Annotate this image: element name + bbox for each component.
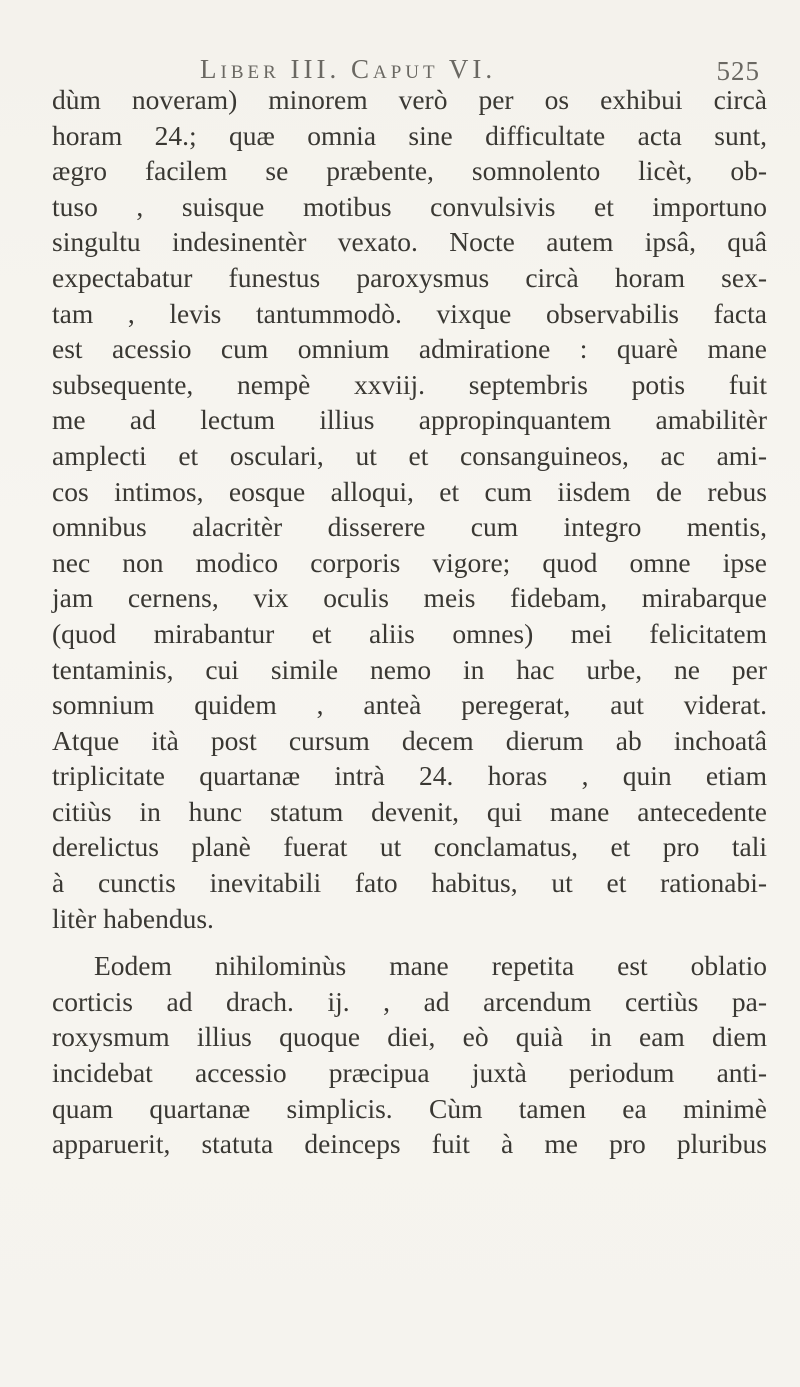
paragraph-gap [52,936,767,948]
text-line: incidebat accessio præcipua juxtà periodum anti- [52,1057,767,1089]
text-line: omnibus alacritèr disserere cum integro mentis, [52,511,767,543]
text-line: singultu indesinentèr vexato. Nocte autem ipsâ, quâ [52,226,767,258]
text-line: derelictus planè fuerat ut conclamatus, et pro tali [52,831,767,863]
text-line: dùm noveram) minorem verò per os exhibui circà [52,84,767,115]
text-line: somnium quidem , anteà peregerat, aut viderat. [52,689,767,721]
paragraph-2 [52,948,767,1162]
text-line: est acessio cum omnium admiratione : quarè mane [52,333,767,365]
text-line: horam 24.; quæ omnia sine difficultate acta sunt, [52,119,767,151]
paragraph-1 [52,82,767,936]
text-line: corticis ad drach. ij. , ad arcendum certiùs pa- [52,985,767,1017]
text-line: tentaminis, cui simile nemo in hac urbe, ne per [52,653,767,685]
text-line: subsequente, nempè xxviij. septembris potis fuit [52,368,767,400]
text-line: (quod mirabantur et aliis omnes) mei felicitatem [52,617,767,649]
text-line: tam , levis tantummodò. vixque observabilis facta [52,297,767,329]
text-line: tuso , suisque motibus convulsivis et importuno [52,190,767,222]
body-text [52,82,767,1162]
text-line: roxysmum illius quoque diei, eò quià in eam diem [52,1021,767,1053]
text-line: apparuerit, statuta deinceps fuit à me pro pluribus [52,1128,767,1160]
text-line: cos intimos, eosque alloqui, et cum iisdem de rebus [52,475,767,507]
text-line: quam quartanæ simplicis. Cùm tamen ea minimè [52,1092,767,1124]
text-line: jam cernens, vix oculis meis fidebam, mirabarque [52,582,767,614]
text-line: me ad lectum illius appropinquantem amabilitèr [52,404,767,436]
text-line: ægro facilem se præbente, somnolento licèt, ob- [52,155,767,187]
text-line: triplicitate quartanæ intrà 24. horas , quin etiam [52,760,767,792]
text-line: amplecti et osculari, ut et consanguineos, ac ami- [52,439,767,471]
page-number: 525 [716,56,760,86]
running-title: Liber III. Caput VI. [200,54,497,84]
text-line: Atque ità post cursum decem dierum ab inchoatâ [52,724,767,756]
text-line: à cunctis inevitabili fato habitus, ut et rationabi- [52,867,767,899]
text-line: citiùs in hunc statum devenit, qui mane antecedente [52,795,767,827]
text-line: nec non modico corporis vigore; quod omne ipse [52,546,767,578]
text-line: Eodem nihilominùs mane repetita est oblatio [94,950,767,982]
text-line: litèr habendus. [52,902,214,934]
text-line: expectabatur funestus paroxysmus circà horam sex- [52,261,767,293]
